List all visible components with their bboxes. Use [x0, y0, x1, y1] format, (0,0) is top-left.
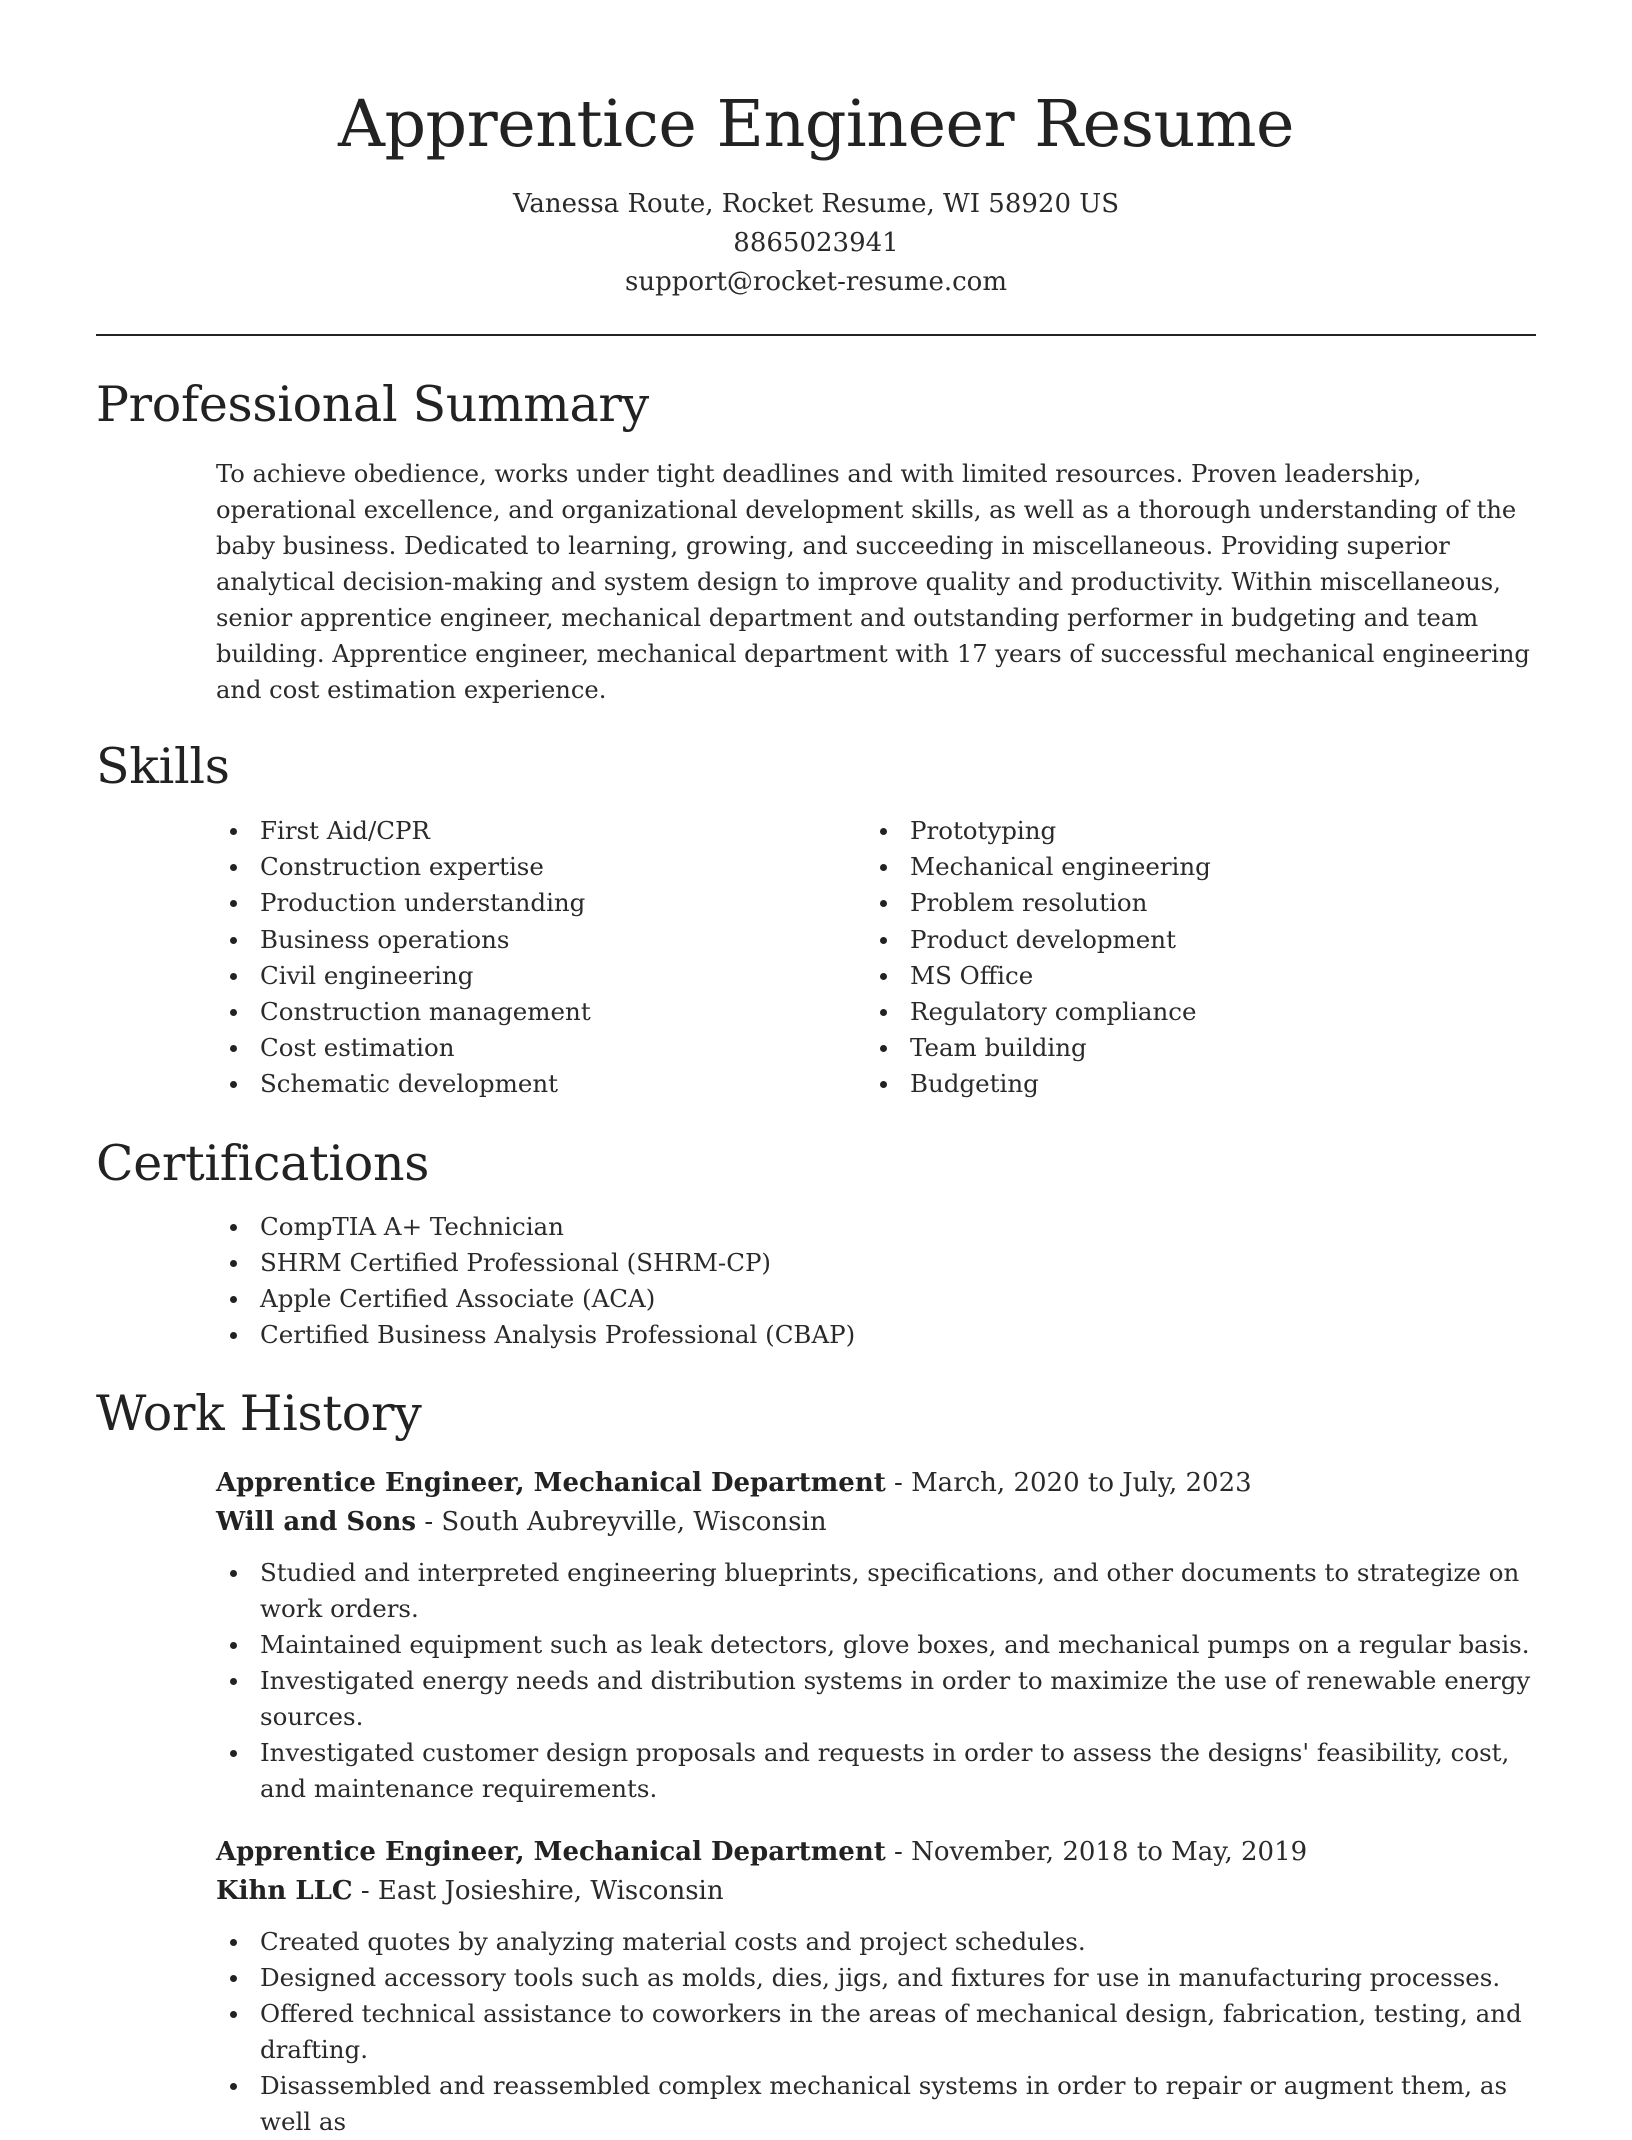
job-entry — [216, 1833, 1536, 2140]
job-duty: Created quotes by analyzing material costs and project schedules. — [216, 1924, 1536, 1960]
job-duties-list — [216, 1924, 1536, 2140]
job-dates: - November, 2018 to May, 2019 — [885, 1837, 1308, 1868]
job-duty: Offered technical assistance to coworkers in the areas of mechanical design, fabrication, testing, and drafting. — [216, 1996, 1536, 2068]
job-title: Apprentice Engineer, Mechanical Department — [216, 1837, 886, 1868]
job-duty: Investigated energy needs and distribution systems in order to maximize the use of renewable energy sources. — [216, 1663, 1536, 1735]
contact-address: Vanessa Route, Rocket Resume, WI 58920 US — [512, 189, 1120, 219]
skill-item: Product development — [866, 922, 1516, 958]
job-duty: Investigated customer design proposals and requests in order to assess the designs' feasibility, cost, and maintenance requirements. — [216, 1735, 1536, 1807]
skills-column-left — [216, 813, 866, 1103]
skill-item: Prototyping — [866, 813, 1516, 849]
skill-item: Schematic development — [216, 1066, 866, 1102]
certification-item: CompTIA A+ Technician — [216, 1209, 1536, 1245]
job-title-line — [216, 1833, 1536, 1872]
skill-item: Construction expertise — [216, 849, 866, 885]
skill-item: Mechanical engineering — [866, 849, 1516, 885]
contact-phone: 8865023941 — [733, 228, 899, 258]
job-duty: Maintained equipment such as leak detectors, glove boxes, and mechanical pumps on a regular basis. — [216, 1627, 1536, 1663]
job-location: - South Aubreyville, Wisconsin — [416, 1507, 827, 1538]
certification-item: Apple Certified Associate (ACA) — [216, 1281, 1536, 1317]
certifications-heading: Certifications — [96, 1134, 430, 1192]
certification-item: SHRM Certified Professional (SHRM-CP) — [216, 1245, 1536, 1281]
job-entry — [216, 1464, 1536, 1807]
header-divider — [96, 334, 1536, 336]
skill-item: Budgeting — [866, 1066, 1516, 1102]
skill-item: Production understanding — [216, 885, 866, 921]
job-duty: Designed accessory tools such as molds, dies, jigs, and fixtures for use in manufacturing processes. — [216, 1960, 1536, 1996]
summary-text: To achieve obedience, works under tight deadlines and with limited resources. Proven leadership, operational excellence, and organizational development skills, as well as a thorough understanding of the baby business. Dedicated to learning, growing, and succeeding in miscellaneous. Providing superior analytical decision-making and system design to improve quality and productivity. Within miscellaneous, senior apprentice engineer, mechanical department and outstanding performer in budgeting and team building. Apprentice engineer, mechanical department with 17 years of successful mechanical engineering and cost estimation experience. — [216, 460, 1530, 704]
skill-item: MS Office — [866, 958, 1516, 994]
skills-list — [216, 813, 1536, 1103]
job-company-line — [216, 1872, 1536, 1911]
certification-item: Certified Business Analysis Professional (CBAP) — [216, 1317, 1536, 1353]
skill-item: Civil engineering — [216, 958, 866, 994]
skill-item: Business operations — [216, 922, 866, 958]
skill-item: Team building — [866, 1030, 1516, 1066]
job-company: Kihn LLC — [216, 1876, 353, 1907]
job-title: Apprentice Engineer, Mechanical Department — [216, 1468, 886, 1499]
job-company: Will and Sons — [216, 1507, 417, 1538]
job-duty: Studied and interpreted engineering blueprints, specifications, and other documents to strategize on work orders. — [216, 1555, 1536, 1627]
contact-email: support@rocket-resume.com — [624, 267, 1007, 297]
contact-block — [96, 185, 1536, 302]
job-location: - East Josieshire, Wisconsin — [352, 1876, 724, 1907]
skill-item: Regulatory compliance — [866, 994, 1516, 1030]
skill-item: Construction management — [216, 994, 866, 1030]
job-duty: Disassembled and reassembled complex mechanical systems in order to repair or augment them, as well as — [216, 2068, 1536, 2140]
skills-column-right — [866, 813, 1516, 1103]
work-history-heading: Work History — [96, 1385, 422, 1443]
job-company-line — [216, 1503, 1536, 1542]
resume-title: Apprentice Engineer Resume — [338, 87, 1294, 162]
job-dates: - March, 2020 to July, 2023 — [885, 1468, 1252, 1499]
job-duties-list — [216, 1555, 1536, 1807]
job-title-line — [216, 1464, 1536, 1503]
skill-item: Cost estimation — [216, 1030, 866, 1066]
skill-item: Problem resolution — [866, 885, 1516, 921]
summary-heading: Professional Summary — [96, 376, 649, 433]
skills-heading: Skills — [96, 738, 230, 795]
skill-item: First Aid/CPR — [216, 813, 866, 849]
resume-page — [96, 0, 1536, 2137]
certifications-list — [216, 1209, 1536, 1354]
